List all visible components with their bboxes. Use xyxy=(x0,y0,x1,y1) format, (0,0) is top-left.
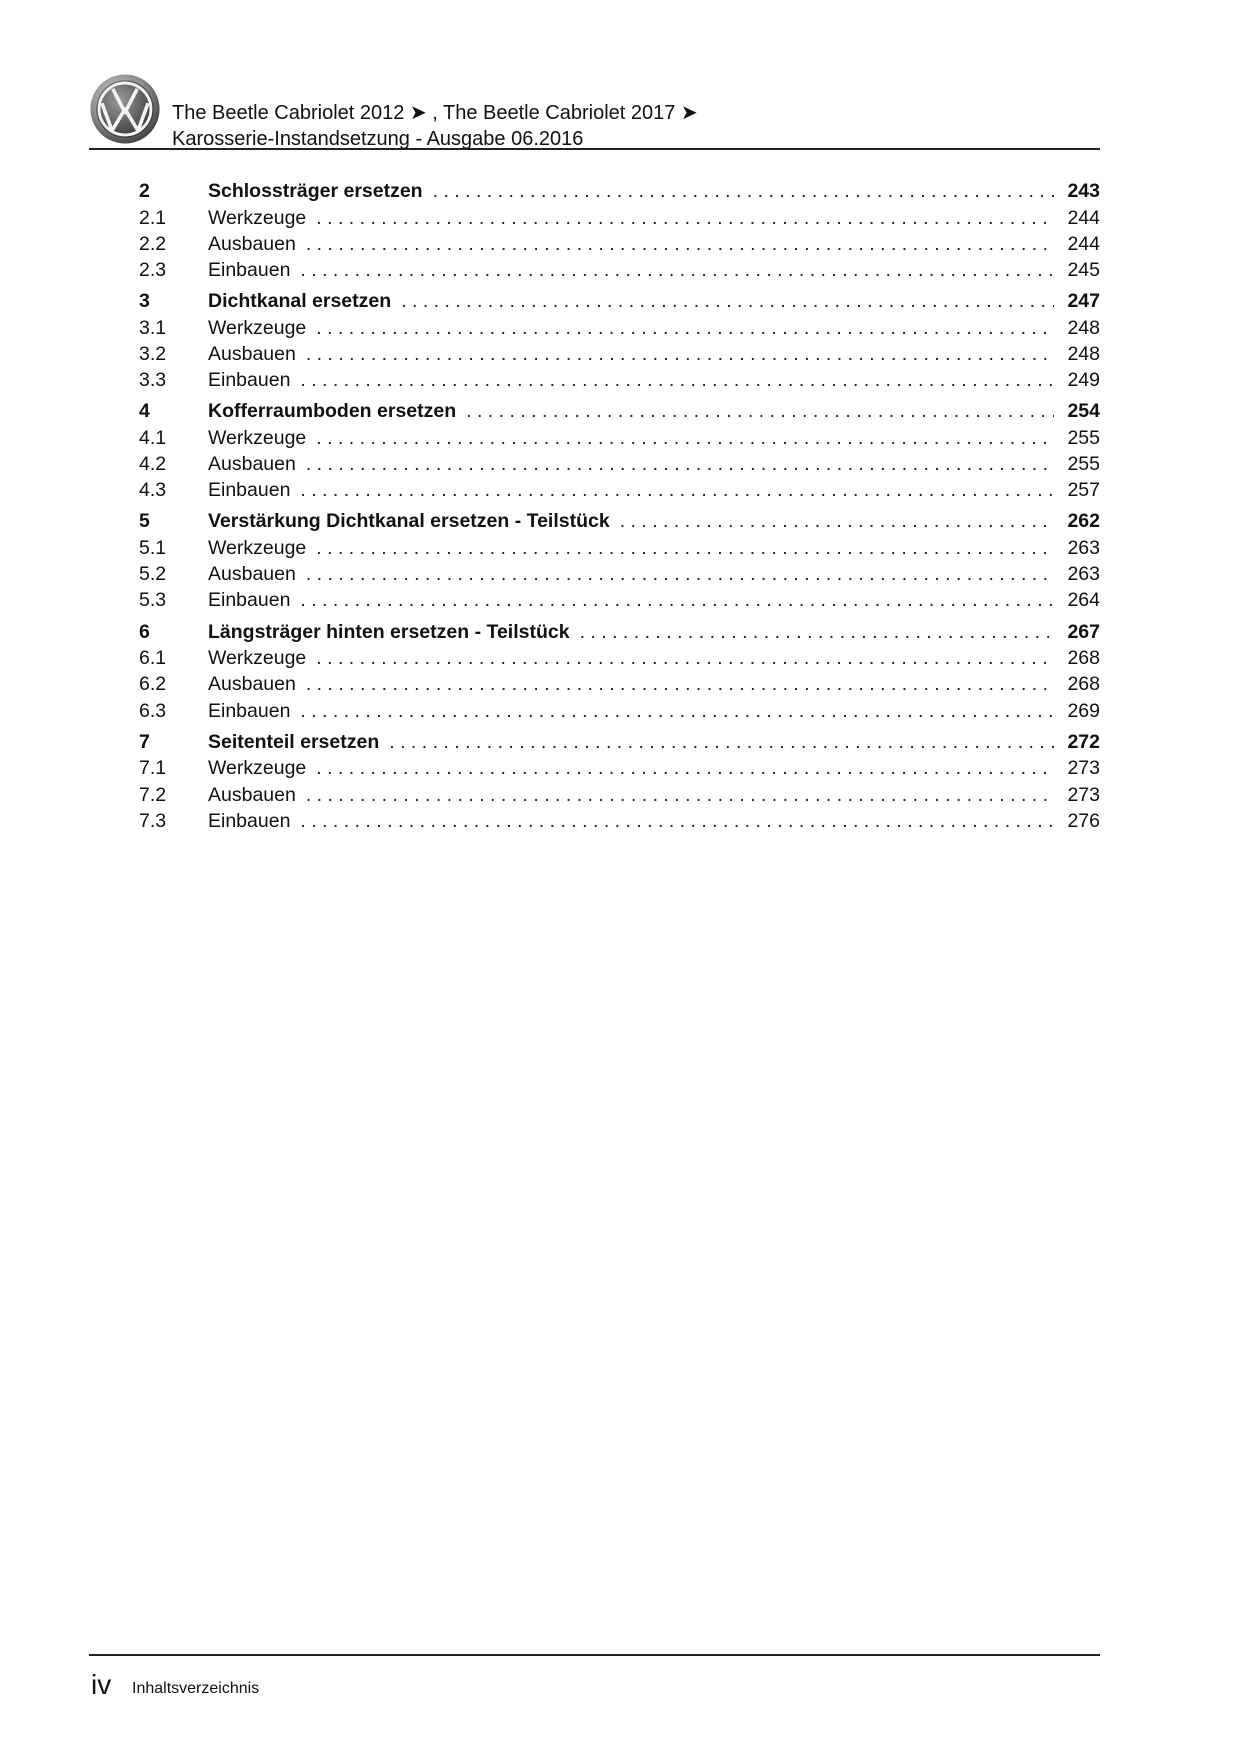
toc-entry-page: 268 xyxy=(1067,673,1100,696)
toc-entry-title: Schlossträger ersetzen xyxy=(208,180,423,202)
toc-entry-number: 4.1 xyxy=(139,426,167,449)
toc-entry-page: 248 xyxy=(1067,316,1100,339)
toc-chapter-entry[interactable] xyxy=(139,290,1100,317)
toc-section-entry[interactable] xyxy=(139,784,1100,810)
toc-section-entry[interactable] xyxy=(139,563,1100,589)
page-number: iv xyxy=(91,1669,112,1700)
toc-chapter-entry[interactable] xyxy=(139,731,1100,758)
toc-entry-page: 263 xyxy=(1067,537,1100,560)
toc-entry-page: 245 xyxy=(1067,258,1100,281)
toc-section-entry[interactable] xyxy=(139,589,1100,615)
toc-entry-title: Werkzeuge xyxy=(208,537,307,560)
toc-dot-leader xyxy=(466,400,1054,423)
toc-entry-page: 264 xyxy=(1067,589,1100,612)
toc-dot-leader xyxy=(316,757,1054,780)
toc-entry-page: 257 xyxy=(1067,479,1100,502)
toc-entry-title: Werkzeuge xyxy=(208,426,307,449)
toc-dot-leader xyxy=(300,589,1054,612)
toc-entry-number: 6.3 xyxy=(139,699,167,722)
header-model-line: The Beetle Cabriolet 2012 ➤ , The Beetle Cabriolet 2017 ➤ xyxy=(172,102,698,124)
toc-entry-page: 255 xyxy=(1067,453,1100,476)
toc-section-entry[interactable] xyxy=(139,427,1100,453)
toc-dot-leader xyxy=(580,621,1054,644)
toc-entry-number: 6.1 xyxy=(139,647,167,670)
toc-dot-leader xyxy=(306,673,1054,696)
toc-entry-number: 5.3 xyxy=(139,589,167,612)
toc-entry-number: 3.2 xyxy=(139,342,167,365)
header-manual-line: Karosserie-Instandsetzung - Ausgabe 06.2016 xyxy=(172,128,584,150)
toc-dot-leader xyxy=(401,290,1054,313)
vw-logo-icon xyxy=(89,73,161,145)
toc-entry-page: 262 xyxy=(1067,510,1100,533)
toc-entry-page: 247 xyxy=(1067,290,1100,313)
toc-entry-title: Werkzeuge xyxy=(208,757,307,780)
toc-entry-title: Dichtkanal ersetzen xyxy=(208,290,392,313)
toc-entry-title: Ausbauen xyxy=(208,342,296,365)
toc-dot-leader xyxy=(300,259,1054,282)
toc-dot-leader xyxy=(316,207,1054,230)
toc-entry-page: 244 xyxy=(1067,232,1100,255)
table-of-contents xyxy=(139,180,1100,836)
toc-section-entry[interactable] xyxy=(139,700,1100,726)
toc-entry-number: 2 xyxy=(139,180,150,202)
toc-entry-title: Ausbauen xyxy=(208,232,296,255)
toc-entry-page: 249 xyxy=(1067,369,1100,392)
toc-entry-page: 267 xyxy=(1067,620,1100,643)
toc-entry-number: 4.3 xyxy=(139,479,167,502)
toc-entry-page: 273 xyxy=(1067,783,1100,806)
toc-entry-number: 4.2 xyxy=(139,453,167,476)
toc-section-entry[interactable] xyxy=(139,317,1100,343)
toc-section-entry[interactable] xyxy=(139,757,1100,783)
toc-section-entry[interactable] xyxy=(139,810,1100,836)
toc-dot-leader xyxy=(306,343,1054,366)
toc-dot-leader xyxy=(316,647,1054,670)
toc-dot-leader xyxy=(316,317,1054,340)
toc-section-entry[interactable] xyxy=(139,343,1100,369)
toc-entry-number: 5.2 xyxy=(139,563,167,586)
toc-entry-title: Ausbauen xyxy=(208,673,296,696)
toc-section-entry[interactable] xyxy=(139,479,1100,505)
toc-entry-page: 254 xyxy=(1067,400,1100,423)
toc-entry-page: 255 xyxy=(1067,426,1100,449)
toc-section-entry[interactable] xyxy=(139,233,1100,259)
toc-entry-title: Werkzeuge xyxy=(208,316,307,339)
toc-entry-number: 3.3 xyxy=(139,369,167,392)
toc-entry-number: 7.2 xyxy=(139,783,167,806)
toc-section-entry[interactable] xyxy=(139,369,1100,395)
toc-chapter-entry[interactable] xyxy=(139,400,1100,427)
toc-entry-number: 3 xyxy=(139,290,150,313)
toc-entry-page: 263 xyxy=(1067,563,1100,586)
toc-entry-number: 6 xyxy=(139,620,150,643)
toc-entry-number: 7.3 xyxy=(139,809,167,832)
toc-entry-title: Längsträger hinten ersetzen - Teilstück xyxy=(208,620,570,643)
toc-section-entry[interactable] xyxy=(139,453,1100,479)
toc-entry-page: 273 xyxy=(1067,757,1100,780)
toc-entry-number: 5.1 xyxy=(139,537,167,560)
toc-dot-leader xyxy=(433,180,1054,203)
footer-section-title: Inhaltsverzeichnis xyxy=(132,1680,260,1697)
toc-dot-leader xyxy=(316,427,1054,450)
toc-entry-page: 268 xyxy=(1067,647,1100,670)
toc-entry-title: Ausbauen xyxy=(208,453,296,476)
toc-section-entry[interactable] xyxy=(139,673,1100,699)
toc-entry-title: Ausbauen xyxy=(208,783,296,806)
footer-divider xyxy=(89,1654,1100,1656)
toc-entry-title: Werkzeuge xyxy=(208,647,307,670)
toc-dot-leader xyxy=(306,453,1054,476)
toc-entry-title: Einbauen xyxy=(208,479,291,502)
toc-entry-title: Einbauen xyxy=(208,809,291,832)
toc-entry-title: Verstärkung Dichtkanal ersetzen - Teilstück xyxy=(208,510,610,533)
toc-entry-number: 2.1 xyxy=(139,206,167,229)
toc-entry-number: 2.3 xyxy=(139,258,167,281)
document-header xyxy=(172,100,698,152)
toc-dot-leader xyxy=(389,731,1054,754)
toc-chapter-entry[interactable] xyxy=(139,621,1100,648)
toc-entry-number: 7.1 xyxy=(139,757,167,780)
toc-dot-leader xyxy=(306,563,1054,586)
toc-entry-title: Einbauen xyxy=(208,369,291,392)
toc-section-entry[interactable] xyxy=(139,207,1100,233)
toc-entry-title: Einbauen xyxy=(208,699,291,722)
toc-entry-number: 4 xyxy=(139,400,150,423)
toc-dot-leader xyxy=(306,233,1054,256)
toc-section-entry[interactable] xyxy=(139,259,1100,285)
toc-dot-leader xyxy=(620,510,1054,533)
toc-entry-page: 276 xyxy=(1067,809,1100,832)
toc-entry-title: Ausbauen xyxy=(208,563,296,586)
toc-entry-page: 243 xyxy=(1067,180,1100,202)
toc-dot-leader xyxy=(300,810,1054,833)
toc-entry-page: 269 xyxy=(1067,699,1100,722)
toc-section-entry[interactable] xyxy=(139,647,1100,673)
toc-entry-number: 6.2 xyxy=(139,673,167,696)
toc-entry-number: 2.2 xyxy=(139,232,167,255)
toc-chapter-entry[interactable] xyxy=(139,180,1100,207)
toc-entry-number: 5 xyxy=(139,510,150,533)
toc-section-entry[interactable] xyxy=(139,537,1100,563)
toc-entry-title: Werkzeuge xyxy=(208,206,307,229)
toc-entry-title: Einbauen xyxy=(208,589,291,612)
toc-entry-title: Einbauen xyxy=(208,258,291,281)
toc-chapter-entry[interactable] xyxy=(139,510,1100,537)
toc-entry-title: Kofferraumboden ersetzen xyxy=(208,400,457,423)
toc-dot-leader xyxy=(300,369,1054,392)
toc-entry-title: Seitenteil ersetzen xyxy=(208,730,380,753)
header-divider xyxy=(89,148,1100,150)
toc-dot-leader xyxy=(300,479,1054,502)
toc-dot-leader xyxy=(306,784,1054,807)
toc-entry-number: 3.1 xyxy=(139,316,167,339)
toc-entry-number: 7 xyxy=(139,730,150,753)
toc-entry-page: 248 xyxy=(1067,342,1100,365)
toc-entry-page: 272 xyxy=(1067,730,1100,753)
toc-entry-page: 244 xyxy=(1067,206,1100,229)
toc-dot-leader xyxy=(316,537,1054,560)
toc-dot-leader xyxy=(300,700,1054,723)
